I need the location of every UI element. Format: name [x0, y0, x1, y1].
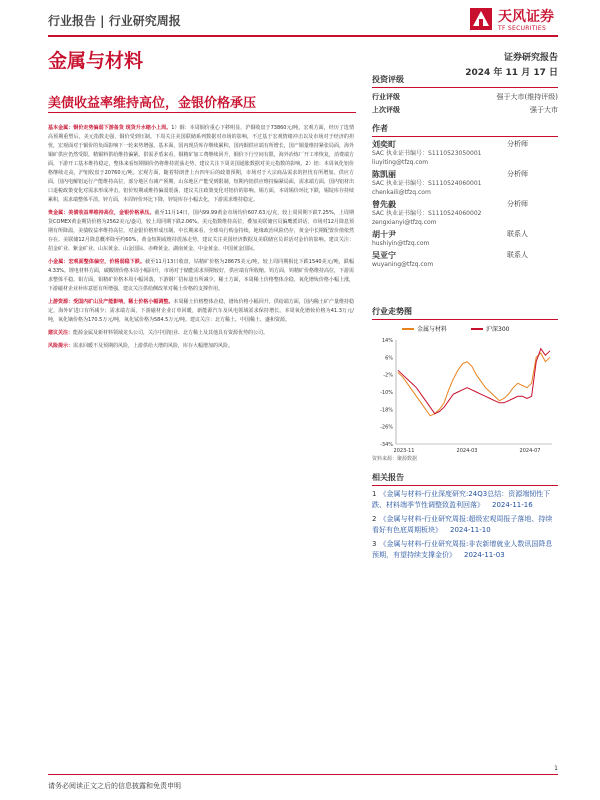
analyst-card: 胡十尹 联系人 hushiyin@tfzq.com — [372, 230, 558, 248]
report-date: 2024 年 11 月 17 日 — [465, 68, 558, 78]
page-number: 1 — [554, 765, 558, 772]
x-tick-label: 2024-03 — [456, 448, 478, 454]
report-type: 证券研究报告 — [503, 53, 558, 63]
x-tick-label: 2024-07 — [519, 448, 541, 454]
paragraph-base-metals: 基本金属：铜价走势偏弱下游备货 现货升水缩小上周。1）铜：本周铜价重心下移明显，沪铜收盘于73860元/吨。宏观方面，经历了选情高预期重塑后，美元指数走强，铜价受到压制。下周关注美国联储系列数据对市场的影响，不过基于宏观情绪冲击以及市场对于经济的担忧，宏观面对于铜价的负面影响下一轮来势增强。基本面，国内现货库存继续累积，国内铜供应端有所增长，国产铜量维持紧张局面，海外铜矿供应仍然受限，精铜料供给维持偏紧。供需矛盾来看，铜精矿加工费继续回升，铜价下行空间有限，海外冶炼厂开工率恢复，消费端方面，下游开工基本维持稳定，整体来看短期铜价仍将维持震荡走势，建议关注下周美国通胀数据对美元指数的影响。2）铝：本周氧化铝价格继续走高，沪铝收盘于20760元/吨。宏观方面，随着特朗普上台四年后的政策预期，市场对于大宗商品需求的担忧有所增加。供应方面，国内电解铝运行产能维持高位，部分地区有减产预期，山东地区产能受到限制，短期内铝供应维持偏紧局面，需求端方面，国内铝材出口退税政策变化对需求形成冲击，铝价短期或维持偏弱震荡，建议关注政策变化对铝价的影响。锡方面，本周锡价环比下跌，锡锭库存持续累积，需求端整体平淡。锌方面，本周锌价环比下降，锌锭库存小幅去化，下游需求维持稳定。 — [48, 125, 354, 203]
related-reports — [372, 472, 558, 561]
analyst-card: 吴亚宁 联系人 wuyaning@tfzq.com — [372, 251, 558, 269]
y-tick-label: 6% — [385, 355, 393, 362]
page-title: 金属与材料 — [48, 50, 144, 72]
analyst-card: 陈凯丽 分析师 SAC 执业证书编号：S1110524060001 chenkaili@tfzq.com — [372, 170, 558, 197]
analyst-email[interactable]: zengxianyi@tfzq.com — [372, 219, 437, 226]
analyst-card: 刘奕町 分析师 SAC 执业证书编号：S1110523050001 liuyiting@tfzq.com — [372, 140, 558, 167]
rating-row: 上次评级 强于大市 — [372, 106, 558, 114]
paragraph-upstream: 上游资源：受国内矿山及产能影响，稀土价格小幅调整。本周稀土价格整体企稳，镨钕价格小幅回升。供给端方面，国内稀土矿产量维持稳定，海外矿进口有所减少；需求端方面，下游磁材企业订单回暖，新能源汽车及风电领域需求保持增长。本周氧化镨钕价格为41.3万元/吨，氧化镝价格为170.5万元/吨，氧化铽价格为584.5万元/吨。建议关注：北方稀土、中国稀土、盛和资源。 — [48, 299, 354, 323]
subtitle-divider — [48, 112, 356, 113]
legend-item: 沪深300 — [471, 324, 509, 333]
y-tick-label: 14% — [381, 338, 393, 344]
chart-legend — [402, 324, 509, 333]
y-tick-label: -26% — [380, 424, 393, 431]
analyst-email[interactable]: wuyaning@tfzq.com — [372, 261, 434, 268]
legend-item: 金属与材料 — [402, 324, 447, 333]
y-tick-label: -34% — [380, 442, 393, 448]
paragraph-precious-metals: 贵金属：美债收益率维持高位，金银价格承压。截至11月14日，国内99.99黄金市场均价607.63元/克，较上周同期下跌7.25%，上周期货COMEX黄金期货价格为2562美元/盎司，较上周同期下跌2.06%。美元指数维持高位，叠加美联储官员偏鹰派讲话，市场对12月降息预期有所降温，美债收益率维持高位，对金银价格形成压制。中长期来看，全球央行购金持续，地缘政治风险仍存，黄金中长期配置价值依然存在。美联储12月降息概率降至约60%，黄金短期或维持震荡走势，建议关注美国经济数据及美联储官员讲话对金价的影响。建议关注：招金矿业、紫金矿业、山东黄金、山金国际、赤峰黄金、湖南黄金、中金黄金、中国黄金国际。 — [48, 210, 354, 252]
analyst-email[interactable]: hushiyin@tfzq.com — [372, 240, 430, 247]
paragraph-minor-metals: 小金属：宏观面整体偏空，价格弱稳下跌。截至11月13日收盘，钴精矿价格为28675美元/吨，较上周同期相比下跌1540美元/吨，跌幅4.33%。锂电材料方面，碳酸锂价格本周小幅回升，市场对于储能需求预期较好，供应端有所收缩。钨方面，钨精矿价格维持高位，下游需求整体平稳。钼方面，钼精矿价格本周小幅回落，下游钢厂招标量有所减少。稀土方面，本周稀土价格整体企稳，氧化镨钕价格小幅上涨，下游磁材企业补库意愿有所增强，建议关注供给侧改革对稀土价格的支撑作用。 — [48, 259, 354, 292]
analyst-card: 曾先毅 分析师 SAC 执业证书编号：S1110524060002 zengxianyi@tfzq.com — [372, 200, 558, 227]
y-tick-label: -18% — [380, 407, 393, 414]
footer-disclaimer: 请务必阅读正文之后的信息披露和免责申明 — [48, 782, 181, 790]
x-tick-label: 2023-11 — [393, 448, 415, 454]
header-divider — [48, 35, 558, 37]
y-tick-label: -10% — [380, 390, 393, 396]
brand-logo — [468, 4, 568, 36]
y-tick-label: -2% — [383, 372, 393, 379]
paragraph-recommend: 建议关注：能源金属及新材料领域龙头公司，关注中国铝业、北方稀土及其他具有资源优势的公司。 — [48, 330, 269, 336]
report-subtitle: 美债收益率维持高位，金银价格承压 — [48, 96, 257, 111]
author-heading: 作者 — [372, 123, 558, 137]
analyst-email[interactable]: liuyiting@tfzq.com — [372, 159, 429, 166]
series-line — [398, 353, 550, 416]
related-report-item[interactable]: 2 《金属与材料-行业研究周报:超级宏观周报子落地、持续看好有色底周期板块》 2024-11-10 — [372, 515, 553, 534]
related-report-item[interactable]: 1 《金属与材料-行业深度研究:24Q3总结：资源端韧性下跌、材料端季节性调整致盈利回落》 2024-11-16 — [372, 490, 551, 509]
logo-icon — [468, 6, 494, 32]
chart-title: 行业走势图 — [372, 306, 558, 320]
rating-heading: 投资评级 — [372, 74, 558, 88]
report-body — [48, 124, 354, 355]
series-line — [398, 349, 550, 414]
paragraph-risk: 风险提示：需求回暖不及预期的风险，上游供给大增的风险，库存大幅增加的风险。 — [48, 343, 234, 349]
chart-source: 资料来源：聚源数据 — [372, 456, 418, 462]
related-report-item[interactable]: 3 《金属与材料-行业研究周报:非农新增就业人数讯国降息预期，有望持续支撑金价》 2024-11-03 — [372, 540, 553, 559]
footer-divider — [48, 774, 558, 775]
industry-trend-chart — [372, 306, 558, 466]
logo-subtext: TF SECURITIES — [498, 25, 547, 32]
breadcrumb: 行业报告 | 行业研究周报 — [48, 14, 181, 28]
analyst-email[interactable]: chenkaili@tfzq.com — [372, 189, 431, 196]
related-heading: 相关报告 — [372, 472, 558, 486]
logo-text: 天风证券 — [498, 9, 554, 25]
sidebar — [372, 74, 558, 272]
rating-row: 行业评级 强于大市(维持评级) — [372, 93, 558, 101]
chart-plot — [372, 334, 558, 456]
